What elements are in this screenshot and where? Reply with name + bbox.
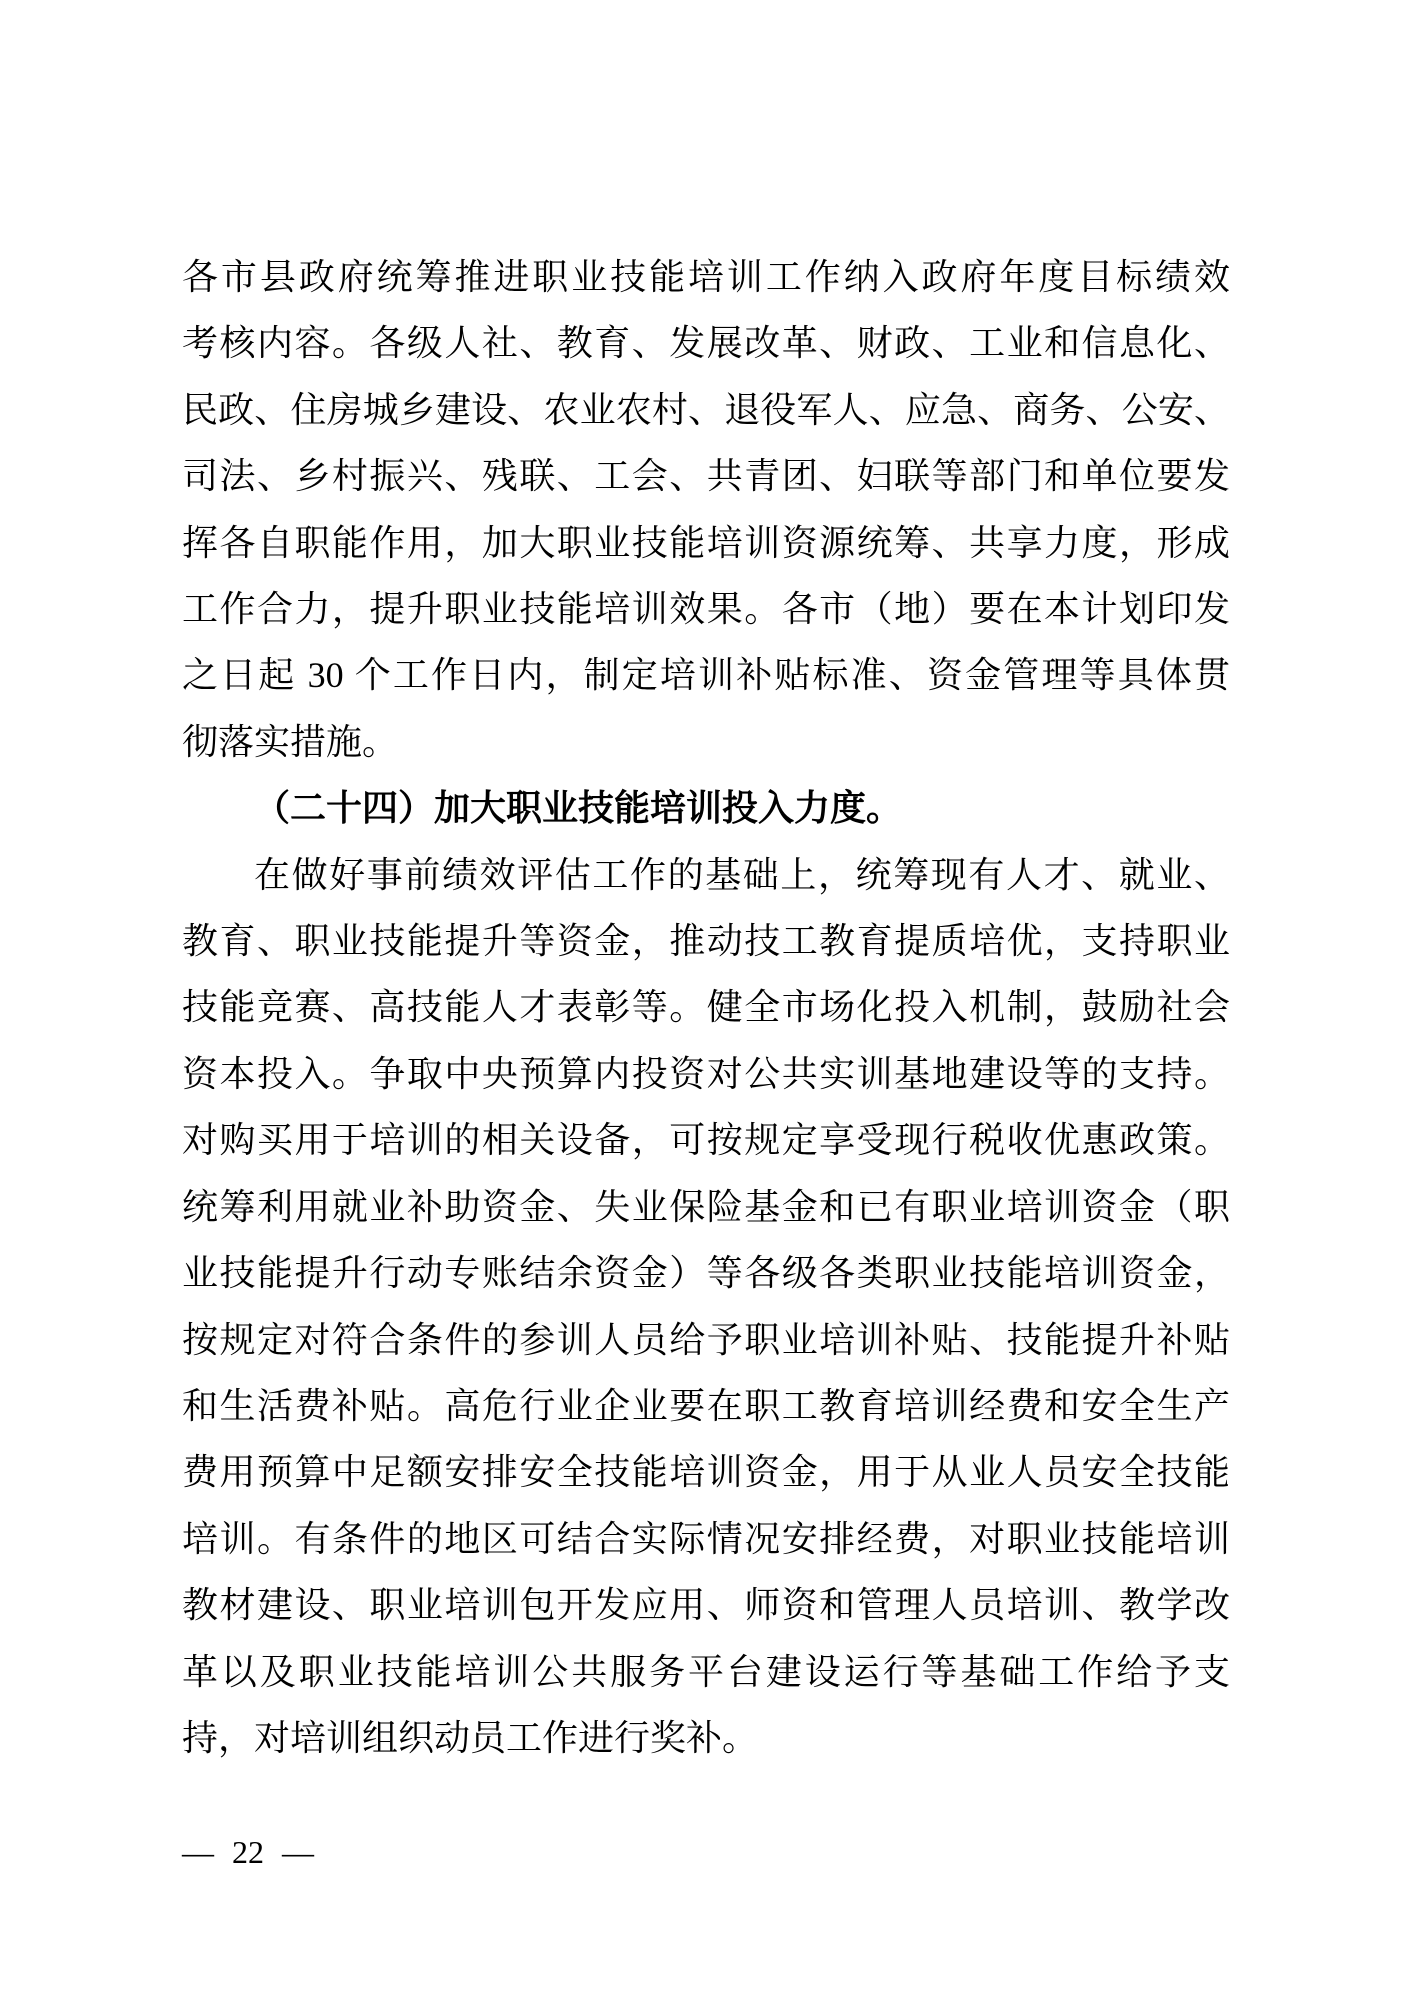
text-line: 技能竞赛、高技能人才表彰等。健全市场化投入机制，鼓励社会 [182,987,1230,1028]
page-footer [182,1834,314,1870]
text-line: 按规定对符合条件的参训人员给予职业培训补贴、技能提升补贴 [182,1319,1230,1360]
text-line: 各市县政府统筹推进职业技能培训工作纳入政府年度目标绩效 [182,257,1230,297]
text-line: 教材建设、职业培训包开发应用、师资和管理人员培训、教学改 [182,1585,1230,1626]
text-line: 工作合力，提升职业技能培训效果。各市（地）要在本计划印发 [182,589,1230,630]
text-line: 之日起 30 个工作日内，制定培训补贴标准、资金管理等具体贯 [182,655,1230,696]
text-line: 业技能提升行动专账结余资金）等各级各类职业技能培训资金， [182,1253,1230,1294]
text-line: 民政、住房城乡建设、农业农村、退役军人、应急、商务、公安、 [182,389,1230,430]
text-line: 教育、职业技能提升等资金，推动技工教育提质培优，支持职业 [182,921,1230,962]
text-line: 统筹利用就业补助资金、失业保险基金和已有职业培训资金（职 [182,1186,1230,1227]
text-line: 费用预算中足额安排安全技能培训资金，用于从业人员安全技能 [182,1452,1230,1493]
text-line: 革以及职业技能培训公共服务平台建设运行等基础工作给予支 [182,1651,1230,1692]
text-line: 和生活费补贴。高危行业企业要在职工教育培训经费和安全生产 [182,1385,1230,1426]
text-line: 培训。有条件的地区可结合实际情况安排经费，对职业技能培训 [182,1518,1230,1559]
text-line: 司法、乡村振兴、残联、工会、共青团、妇联等部门和单位要发 [182,456,1230,497]
section-heading: （二十四）加大职业技能培训投入力度。 [254,788,903,829]
text-line: 挥各自职能作用，加大职业技能培训资源统筹、共享力度，形成 [182,522,1230,563]
text-line: 资本投入。争取中央预算内投资对公共实训基地建设等的支持。 [182,1053,1230,1094]
text-line: 持，对培训组织动员工作进行奖补。 [182,1717,759,1758]
text-line: 在做好事前绩效评估工作的基础上，统筹现有人才、就业、 [254,854,1230,895]
text-line: 考核内容。各级人社、教育、发展改革、财政、工业和信息化、 [182,323,1230,364]
body-text [182,244,1230,1771]
text-line: 对购买用于培训的相关设备，可按规定享受现行税收优惠政策。 [182,1120,1230,1161]
page-number: — 22 — [182,1834,314,1870]
text-line: 彻落实措施。 [182,721,399,762]
